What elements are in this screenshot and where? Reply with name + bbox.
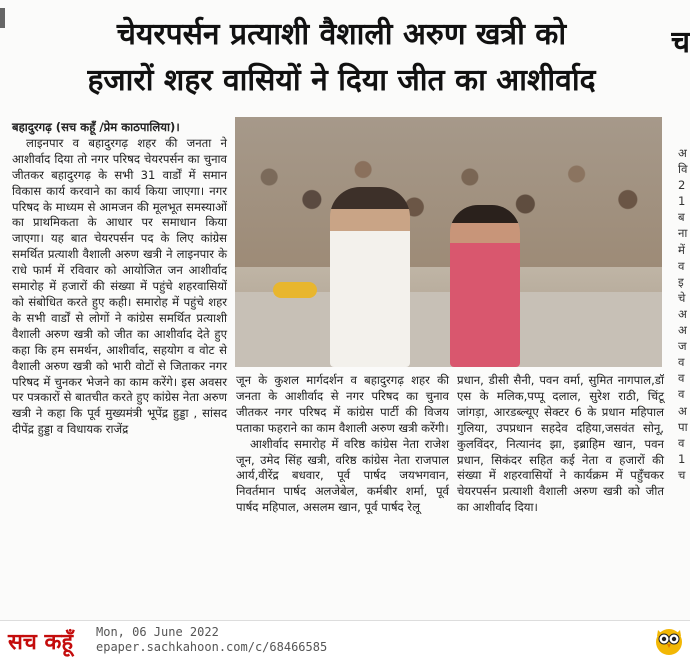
article-column-right [457, 373, 664, 516]
article-column-left [12, 120, 227, 438]
edge-fragment: अ [678, 306, 687, 321]
edge-fragment: 2 [678, 178, 686, 193]
candidate-woman-figure [450, 205, 520, 367]
article-text-middle-1: जून के कुशल मार्गदर्शन व बहादुरगढ़ शहर की जनता के आशीर्वाद से नगर परिषद का चुनाव जीतकर नगर परिषद में कांग्रेस पार्टी की विजय पताका फहराने का काम वैशाली अरुण खत्री करेंगी। [236, 373, 449, 435]
edition-date: Mon, 06 June 2022 [96, 625, 219, 639]
edge-fragment: 1 [678, 451, 686, 466]
adjacent-headline-fragment: च [671, 25, 690, 60]
epaper-link[interactable]: epaper.sachkahoon.com/c/68466585 [96, 640, 328, 654]
edge-fragment: अ [678, 323, 687, 338]
stage-image [235, 292, 662, 367]
page-edge-mark [0, 8, 5, 28]
edge-fragment: ज [678, 339, 687, 354]
edge-fragment: व [678, 371, 685, 386]
edge-fragment: वि [678, 162, 688, 177]
edge-fragment: अ [678, 146, 687, 160]
headline-line-1: चेयरपर्सन प्रत्याशी वैशाली अरुण खत्री को [116, 17, 567, 52]
edge-fragment: व [678, 387, 685, 402]
dateline: बहादुरगढ़ (सच कहूँ /प्रेम काठपालिया)। [12, 120, 180, 134]
edge-fragment: अ [678, 403, 687, 418]
article-text-middle-2: आशीर्वाद समारोह में वरिष्ठ कांग्रेस नेता राजेश जून, उमेद सिंह खत्री, वरिष्ठ कांग्रेस नेता राजपाल आर्य,वीरेंद्र बधवार, पूर्व पार्षद जयभगवान, निवर्तमान पार्षद अलजेबेल, कर्मबीर शर्मा, पूर्व पार्षद महिपाल, असलम खान, पूर्व पार्षद रेलू [236, 436, 449, 515]
edge-fragment: व [678, 258, 685, 273]
edge-fragment: में [678, 242, 685, 257]
edge-fragment: व [678, 355, 685, 370]
owl-icon [654, 624, 684, 656]
sach-kahoon-logo: सच कहूँ [8, 630, 74, 655]
edge-fragment: चे [678, 290, 686, 305]
edge-fragment: ना [678, 226, 688, 241]
marigold-garland-image [273, 282, 317, 298]
article-text-right: प्रधान, डीसी सैनी, पवन वर्मा, सुमित नागपाल,डॉ एस के मलिक,पप्पू दलाल, सुरेश राठी, चिंटू जांगड़ा, आरडब्ल्यूए सेक्टर 6 के प्रधान महिपाल गुलिया, उपप्रधान सहदेव दहिया,जसवंत सोनू, कुलविंदर, नित्यानंद झा, इब्राहिम खान, पवन प्रधान, सिकंदर सहित कई नेता व हजारों की संख्या में शहरवासियों ने कार्यक्रम में पहुँचकर चेयरपर्सन प्रत्याशी वैशाली अरुण खत्री को जीत का आशीर्वाद दिया। [457, 373, 664, 515]
headline [14, 12, 669, 104]
crowd-image [235, 117, 662, 267]
speaker-man-figure [330, 187, 410, 367]
edge-fragment: 1 [678, 194, 686, 209]
edge-fragment: व [678, 435, 685, 450]
edge-fragment: इ [678, 274, 684, 289]
edge-fragment: पा [678, 419, 688, 434]
article-column-middle [236, 373, 449, 516]
article-text-left: लाइनपार व बहादुरगढ़ शहर की जनता ने आशीर्वाद दिया तो नगर परिषद चेयरपर्सन का चुनाव जीतकर बहादुरगढ़ के सभी 31 वार्डों में समान विकास कार्य करवाने का कार्य किया जाएगा। नगर परिषद के माध्यम से आमजन की मूलभूत समस्याओं का प्राथमिकता के आधार पर समाधान किया जाएगा। यह बात चेयरपर्सन पद के लिए कांग्रेस समर्थित प्रत्याशी वैशाली अरुण खत्री ने लाइनपार के राधे फार्म में रविवार को आयोजित जन आशीर्वाद समारोह में हजारों की संख्या में पहुंचे शहरवासियों को संबोधित करते हुए कही। समारोह में पहुंचे शहर के सभी वार्डों से लोगों ने कांग्रेस समर्थित प्रत्याशी वैशाली अरुण खत्री को जीत का आशीर्वाद देते हुए कहा कि हम समर्थन, आशीर्वाद, सहयोग व वोट से वैशाली अरुण खत्री को भारी वोटों से जिताकर नगर परिषद में चुनकर भेजने का काम करेंगे। इस अवसर पर पत्रकारों से बातचीत करते हुए कांग्रेस नेता अरुण खत्री ने कहा कि पूर्व मुख्यमंत्री भूपेंद्र हुड्डा , सांसद दीपेंद्र हुड्डा व विधायक राजेंद्र [12, 135, 227, 437]
rally-photo [235, 117, 662, 367]
edge-fragment: च [678, 467, 686, 482]
adjacent-column-fragment [678, 145, 690, 483]
edge-fragment: ब [678, 210, 685, 225]
headline-line-2: हजारों शहर वासियों ने दिया जीत का आशीर्वाद [87, 63, 596, 98]
